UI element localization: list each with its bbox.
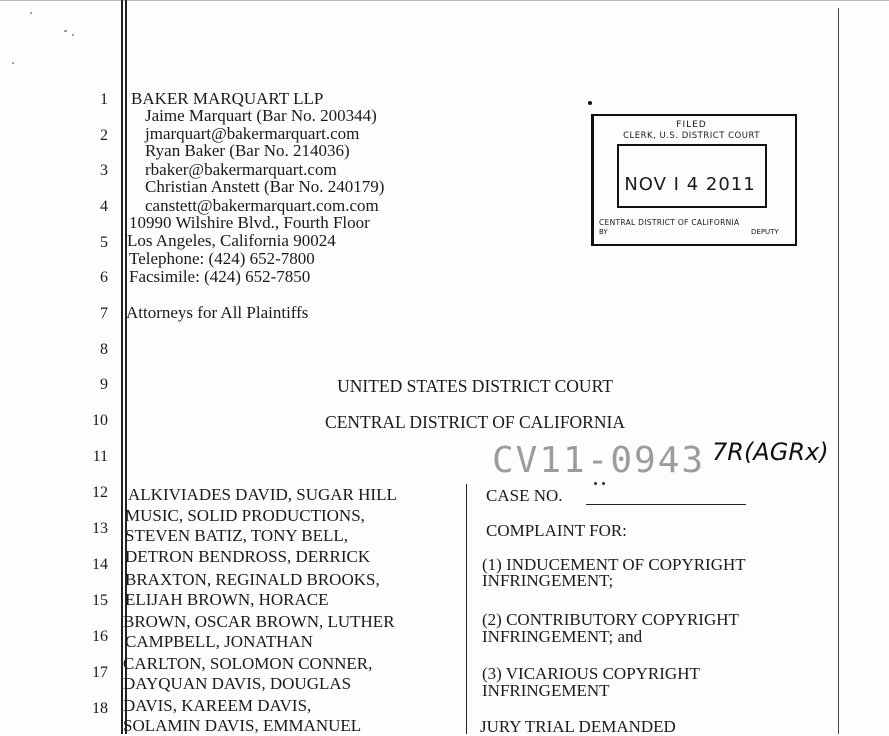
right-margin-rule	[838, 8, 839, 734]
claim-1: (1) INDUCEMENT OF COPYRIGHT	[482, 555, 746, 574]
party-line: ELIJAH BROWN, HORACE	[125, 590, 329, 609]
case-no-label: CASE NO.	[486, 486, 563, 505]
attorney-email: rbaker@bakermarquart.com	[145, 160, 337, 179]
line-number: 13	[92, 520, 108, 537]
attorney-email: canstett@bakermarquart.com.com	[145, 196, 379, 215]
court-name: UNITED STATES DISTRICT COURT	[337, 376, 613, 396]
line-number: 6	[100, 269, 108, 286]
party-line: STEVEN BATIZ, TONY BELL,	[125, 526, 349, 545]
court-district: CENTRAL DISTRICT OF CALIFORNIA	[325, 412, 625, 432]
filed-label: FILED	[676, 120, 707, 130]
attorney-name: Ryan Baker (Bar No. 214036)	[145, 141, 350, 160]
scan-speck	[30, 12, 32, 14]
case-number-handwritten: 7R(AGRx)	[712, 438, 829, 466]
firm-address: 10990 Wilshire Blvd., Fourth Floor	[129, 213, 370, 232]
line-number: 4	[100, 198, 108, 215]
line-number: 1	[100, 91, 108, 108]
scan-speck	[64, 30, 67, 32]
party-line: CARLTON, SOLOMON CONNER,	[123, 654, 373, 673]
line-number: 10	[92, 412, 108, 429]
claim-2: (2) CONTRIBUTORY COPYRIGHT	[482, 610, 739, 629]
party-line: DAYQUAN DAVIS, DOUGLAS	[123, 674, 352, 693]
attorney-name: Christian Anstett (Bar No. 240179)	[145, 177, 385, 196]
scan-speck	[588, 101, 592, 105]
deputy-label: DEPUTY	[751, 228, 779, 236]
filed-stamp	[591, 104, 794, 244]
claim-2-cont: INFRINGEMENT; and	[482, 627, 643, 646]
line-number: 5	[100, 234, 108, 251]
line-number: 14	[92, 556, 108, 573]
firm-facsimile: Facsimile: (424) 652-7850	[129, 267, 311, 286]
line-number: 7	[100, 305, 108, 322]
attorney-name: Jaime Marquart (Bar No. 200344)	[145, 106, 377, 125]
party-line: CAMPBELL, JONATHAN	[125, 632, 313, 651]
claim-1-cont: INFRINGEMENT;	[482, 571, 614, 590]
case-number-stamp: CV11-0943	[492, 440, 706, 481]
line-number: 2	[100, 127, 108, 144]
scan-speck	[594, 482, 597, 485]
district-label: CENTRAL DISTRICT OF CALIFORNIA	[599, 218, 740, 227]
scan-speck	[12, 62, 14, 64]
caption-divider	[466, 484, 467, 734]
clerk-label: CLERK, U.S. DISTRICT COURT	[623, 131, 760, 141]
filed-date: NOV I 4 2011	[624, 174, 756, 195]
line-number: 8	[100, 341, 108, 358]
scan-speck	[72, 34, 74, 36]
jury-demand: JURY TRIAL DEMANDED	[480, 717, 676, 736]
line-number: 15	[92, 592, 108, 609]
scan-speck	[602, 482, 605, 485]
complaint-for-heading: COMPLAINT FOR:	[486, 521, 627, 540]
party-line: MUSIC, SOLID PRODUCTIONS,	[125, 506, 365, 525]
case-no-blank	[586, 504, 746, 505]
line-number: 12	[92, 484, 108, 501]
line-number: 16	[92, 628, 108, 645]
line-number: 3	[100, 162, 108, 179]
line-number: 17	[92, 664, 108, 681]
party-line: ALKIVIADES DAVID, SUGAR HILL	[128, 485, 397, 504]
party-line: BROWN, OSCAR BROWN, LUTHER	[123, 612, 395, 631]
firm-telephone: Telephone: (424) 652-7800	[129, 249, 315, 268]
representation-line: Attorneys for All Plaintiffs	[126, 303, 309, 322]
page-top-edge	[0, 0, 889, 1]
party-line: DAVIS, KAREEM DAVIS,	[123, 696, 312, 715]
line-number: 9	[100, 376, 108, 393]
attorney-email: jmarquart@bakermarquart.com	[145, 124, 360, 143]
line-number: 11	[92, 448, 108, 465]
line-number: 18	[92, 700, 108, 717]
by-label: BY	[599, 228, 608, 236]
claim-3: (3) VICARIOUS COPYRIGHT	[482, 664, 700, 683]
party-line: DETRON BENDROSS, DERRICK	[125, 547, 371, 566]
party-line: SOLAMIN DAVIS, EMMANUEL	[123, 716, 362, 735]
firm-name: BAKER MARQUART LLP	[131, 89, 324, 108]
party-line: BRAXTON, REGINALD BROOKS,	[125, 570, 380, 589]
firm-city: Los Angeles, California 90024	[127, 231, 336, 250]
claim-3-cont: INFRINGEMENT	[482, 681, 610, 700]
